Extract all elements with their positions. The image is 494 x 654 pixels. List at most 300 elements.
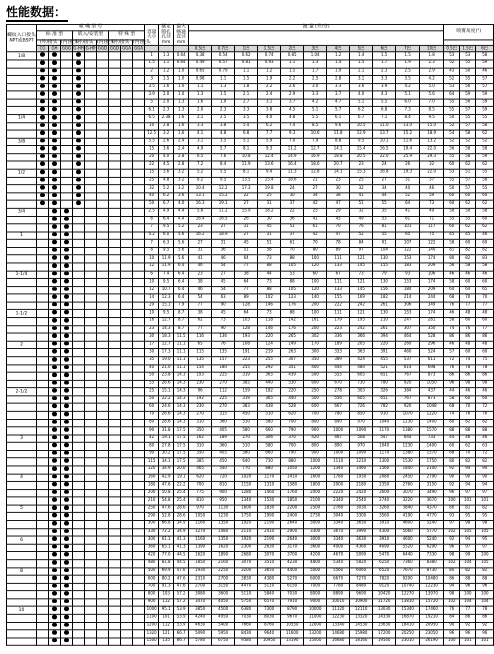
availability-cell bbox=[109, 357, 121, 365]
availability-cell bbox=[73, 247, 85, 255]
flow-cell: 4240 bbox=[189, 614, 212, 622]
port-size-cell bbox=[7, 403, 37, 411]
angle-cell: 59 bbox=[476, 107, 494, 115]
angle-cell: 55 bbox=[444, 154, 460, 162]
orifice-diameter-cell: 1.1 bbox=[159, 60, 174, 68]
flow-cell: 4230 bbox=[281, 560, 304, 568]
capacity-cell: 50 bbox=[145, 200, 159, 208]
flow-cell: 2500 bbox=[304, 505, 327, 513]
availability-cell bbox=[97, 521, 109, 529]
flow-cell: 1.1 bbox=[189, 83, 212, 91]
flow-cell: 1020 bbox=[235, 474, 258, 482]
angle-cell: 78 bbox=[476, 364, 494, 372]
available-dot-icon bbox=[52, 68, 57, 72]
flow-cell: 44 bbox=[258, 271, 281, 279]
flow-cell: 90 bbox=[212, 325, 235, 333]
flow-cell: 1.8 bbox=[235, 83, 258, 91]
flow-cell: 88 bbox=[281, 279, 304, 287]
angle-cell: 64 bbox=[460, 286, 476, 294]
availability-cell bbox=[97, 115, 109, 123]
angle-cell: 58 bbox=[476, 122, 494, 130]
availability-cell bbox=[85, 474, 97, 482]
flow-cell: 62 bbox=[189, 318, 212, 326]
availability-cell bbox=[109, 450, 121, 458]
flow-cell: 162 bbox=[189, 435, 212, 443]
flow-cell: 3000 bbox=[304, 536, 327, 544]
flow-cell: 1.4 bbox=[327, 60, 350, 68]
available-dot-icon bbox=[52, 498, 57, 502]
flow-cell: 8480 bbox=[350, 583, 373, 591]
flow-cell: 790 bbox=[281, 450, 304, 458]
availability-cell bbox=[97, 146, 109, 154]
availability-cell bbox=[61, 482, 73, 490]
availability-cell bbox=[121, 138, 133, 146]
port-size-cell bbox=[7, 443, 37, 451]
angle-cell: 96 bbox=[444, 544, 460, 552]
flow-cell: 270 bbox=[235, 435, 258, 443]
flow-cell: 3630 bbox=[350, 521, 373, 529]
flow-cell: 93 bbox=[396, 271, 420, 279]
availability-cell bbox=[133, 583, 145, 591]
max-passage-cell: 5.6 bbox=[174, 240, 189, 248]
angle-cell: 95 bbox=[476, 536, 494, 544]
availability-cell bbox=[133, 68, 145, 76]
availability-cell bbox=[109, 115, 121, 123]
availability-cell bbox=[37, 310, 49, 318]
port-size-cell bbox=[7, 255, 37, 263]
availability-cell bbox=[121, 364, 133, 372]
availability-cell bbox=[61, 83, 73, 91]
availability-cell bbox=[49, 122, 61, 130]
availability-cell bbox=[121, 380, 133, 388]
availability-cell bbox=[37, 247, 49, 255]
availability-cell bbox=[73, 614, 85, 622]
port-size-cell bbox=[7, 263, 37, 271]
availability-cell bbox=[61, 614, 73, 622]
availability-cell bbox=[109, 341, 121, 349]
flow-cell: 7330 bbox=[420, 552, 444, 560]
availability-cell bbox=[133, 427, 145, 435]
flow-cell: 34 bbox=[304, 193, 327, 201]
available-dot-icon bbox=[52, 388, 57, 392]
available-dot-icon bbox=[52, 326, 57, 330]
availability-cell bbox=[133, 528, 145, 536]
availability-cell bbox=[97, 52, 109, 60]
flow-cell: 1380 bbox=[396, 427, 420, 435]
angle-cell: 97 bbox=[444, 521, 460, 529]
flow-cell: 5470 bbox=[373, 552, 396, 560]
max-passage-cell: 25.4 bbox=[174, 497, 189, 505]
flow-cell: 1.9 bbox=[327, 68, 350, 76]
flow-cell: 363 bbox=[350, 349, 373, 357]
capacity-cell: 7 bbox=[145, 224, 159, 232]
available-dot-icon bbox=[40, 53, 45, 57]
availability-cell bbox=[109, 575, 121, 583]
flow-cell: 306 bbox=[396, 302, 420, 310]
availability-cell bbox=[97, 552, 109, 560]
availability-cell bbox=[109, 193, 121, 201]
available-dot-icon bbox=[76, 92, 81, 96]
angle-cell: 62 bbox=[460, 161, 476, 169]
flow-cell: 15.4 bbox=[258, 177, 281, 185]
availability-cell bbox=[85, 482, 97, 490]
flow-cell: 8.1 bbox=[235, 169, 258, 177]
flow-cell: 4.1 bbox=[189, 130, 212, 138]
angle-cell: 82 bbox=[460, 458, 476, 466]
availability-cell bbox=[61, 567, 73, 575]
angle-cell: 96 bbox=[476, 630, 494, 638]
flow-cell: 9640 bbox=[258, 630, 281, 638]
table-row bbox=[7, 247, 494, 255]
availability-cell bbox=[85, 60, 97, 68]
available-dot-icon bbox=[52, 334, 57, 338]
flow-cell: 11.2 bbox=[212, 208, 235, 216]
flow-cell: 65 bbox=[396, 232, 420, 240]
availability-cell bbox=[121, 607, 133, 615]
flow-cell: 440 bbox=[281, 396, 304, 404]
angle-cell: 68 bbox=[444, 450, 460, 458]
flow-cell: 3150 bbox=[420, 482, 444, 490]
availability-cell bbox=[49, 286, 61, 294]
availability-cell bbox=[121, 60, 133, 68]
flow-cell: 1760 bbox=[281, 489, 304, 497]
availability-cell bbox=[133, 99, 145, 107]
flow-cell: 105 bbox=[281, 263, 304, 271]
flow-cell: 124 bbox=[258, 341, 281, 349]
flow-cell: 3.8 bbox=[212, 122, 235, 130]
angle-cell: 78 bbox=[476, 607, 494, 615]
flow-cell: 7.3 bbox=[396, 107, 420, 115]
flow-cell: 116 bbox=[189, 333, 212, 341]
flow-cell: 10.4 bbox=[189, 185, 212, 193]
angle-cell: 60 bbox=[460, 396, 476, 404]
availability-cell bbox=[121, 450, 133, 458]
flow-cell: 540 bbox=[212, 466, 235, 474]
port-size-cell bbox=[7, 497, 37, 505]
availability-cell bbox=[109, 364, 121, 372]
flow-cell: 61 bbox=[304, 224, 327, 232]
angle-cell: 88 bbox=[444, 427, 460, 435]
available-dot-icon bbox=[64, 466, 69, 470]
availability-cell bbox=[49, 497, 61, 505]
flow-cell: 4300 bbox=[373, 528, 396, 536]
flow-cell: 225 bbox=[212, 372, 235, 380]
flow-cell: 61 bbox=[396, 216, 420, 224]
flow-cell: 890 bbox=[327, 419, 350, 427]
angle-cell: 96 bbox=[476, 583, 494, 591]
availability-cell bbox=[61, 528, 73, 536]
flow-cell: 10.1 bbox=[373, 138, 396, 146]
available-dot-icon bbox=[52, 99, 57, 103]
availability-cell bbox=[109, 122, 121, 130]
flow-cell: 5.0 bbox=[420, 83, 444, 91]
availability-cell bbox=[85, 372, 97, 380]
availability-cell bbox=[61, 411, 73, 419]
availability-cell bbox=[97, 60, 109, 68]
special-inner-header: (内)接头 bbox=[133, 40, 151, 45]
angle-cell: 72 bbox=[476, 450, 494, 458]
flow-cell: 73 bbox=[350, 271, 373, 279]
flow-cell: 193 bbox=[189, 372, 212, 380]
flow-cell: 19540 bbox=[373, 638, 396, 646]
port-size-cell bbox=[7, 427, 37, 435]
angle-cell: 62 bbox=[476, 130, 494, 138]
angle-cell: 50 bbox=[460, 68, 476, 76]
availability-cell bbox=[49, 396, 61, 404]
flow-cell: 47 bbox=[327, 232, 350, 240]
flow-cell: 1.2 bbox=[258, 68, 281, 76]
max-passage-cell: 41.3 bbox=[174, 536, 189, 544]
capacity-cell: 800 bbox=[145, 591, 159, 599]
availability-cell bbox=[37, 482, 49, 490]
port-size-cell bbox=[7, 286, 37, 294]
availability-cell bbox=[73, 583, 85, 591]
table-row bbox=[7, 177, 494, 185]
availability-cell bbox=[73, 372, 85, 380]
availability-cell bbox=[73, 302, 85, 310]
table-row bbox=[7, 60, 494, 68]
table-row bbox=[7, 403, 494, 411]
flow-cell: 350 bbox=[189, 427, 212, 435]
flow-cell: 2640 bbox=[281, 536, 304, 544]
flow-cell: 31 bbox=[235, 224, 258, 232]
availability-cell bbox=[121, 513, 133, 521]
flow-cell: 2410 bbox=[258, 528, 281, 536]
available-dot-icon bbox=[40, 107, 45, 111]
flow-cell: 103 bbox=[235, 318, 258, 326]
flow-cell: 880 bbox=[258, 466, 281, 474]
availability-cell bbox=[37, 583, 49, 591]
flow-cell: 55 bbox=[373, 232, 396, 240]
flow-cell: 640 bbox=[235, 458, 258, 466]
flow-cell: 0.98 bbox=[189, 76, 212, 84]
availability-cell bbox=[97, 403, 109, 411]
availability-cell bbox=[61, 333, 73, 341]
flow-cell: 383 bbox=[235, 403, 258, 411]
flow-cell: 7300 bbox=[258, 607, 281, 615]
availability-cell bbox=[97, 466, 109, 474]
orifice-diameter-cell: 65.1 bbox=[159, 544, 174, 552]
max-passage-cell: 47.6 bbox=[174, 567, 189, 575]
table-row bbox=[7, 427, 494, 435]
flow-cell: 3560 bbox=[373, 513, 396, 521]
capacity-cell: 180 bbox=[145, 482, 159, 490]
availability-cell bbox=[121, 185, 133, 193]
angle-cell: 94 bbox=[476, 482, 494, 490]
flow-cell: 219 bbox=[258, 349, 281, 357]
available-dot-icon bbox=[52, 474, 57, 478]
flow-cell: 3.1 bbox=[350, 76, 373, 84]
table-row bbox=[7, 474, 494, 482]
availability-cell bbox=[37, 107, 49, 115]
availability-cell bbox=[133, 489, 145, 497]
angle-cell: 92 bbox=[460, 622, 476, 630]
orifice-diameter-cell: 11.9 bbox=[159, 263, 174, 271]
availability-cell bbox=[61, 552, 73, 560]
max-passage-cell: 14.3 bbox=[174, 396, 189, 404]
availability-cell bbox=[133, 83, 145, 91]
availability-cell bbox=[109, 154, 121, 162]
flow-cell: 450 bbox=[212, 458, 235, 466]
flow-cell: 1570 bbox=[420, 450, 444, 458]
flow-cell: 176 bbox=[281, 325, 304, 333]
flow-cell: 438 bbox=[258, 403, 281, 411]
availability-cell bbox=[97, 216, 109, 224]
special-outer-header: (外)接头 bbox=[109, 40, 133, 46]
orifice-diameter-cell: 2.3 bbox=[159, 107, 174, 115]
special-type-header: 特 殊 型 bbox=[109, 30, 145, 39]
capacity-cell: 12 bbox=[145, 263, 159, 271]
flow-cell: 111 bbox=[327, 310, 350, 318]
table-row bbox=[7, 154, 494, 162]
flow-cell: 106 bbox=[420, 271, 444, 279]
availability-cell bbox=[109, 614, 121, 622]
nozzle-code-7: GGD bbox=[109, 46, 120, 51]
flow-cell: 1170 bbox=[373, 427, 396, 435]
flow-cell: 336 bbox=[327, 333, 350, 341]
availability-cell bbox=[73, 294, 85, 302]
flow-cell: 3.0 bbox=[304, 83, 327, 91]
flow-cell: 153 bbox=[396, 255, 420, 263]
flow-cell: 13.0 bbox=[396, 122, 420, 130]
flow-cell: 521 bbox=[373, 364, 396, 372]
flow-cell: 11.9 bbox=[235, 161, 258, 169]
port-size-cell bbox=[7, 60, 37, 68]
flow-cell: 3670 bbox=[327, 528, 350, 536]
flow-cell: 1530 bbox=[396, 458, 420, 466]
max-passage-cell: 1.0 bbox=[174, 91, 189, 99]
pressure-label-11: 10巴 bbox=[420, 46, 444, 52]
angle-cell: 95 bbox=[476, 513, 494, 521]
availability-cell bbox=[133, 185, 145, 193]
flow-cell: 121 bbox=[350, 310, 373, 318]
capacity-cell: 90 bbox=[145, 427, 159, 435]
availability-cell bbox=[37, 154, 49, 162]
availability-cell bbox=[49, 380, 61, 388]
availability-cell bbox=[85, 443, 97, 451]
max-passage-cell: 44.5 bbox=[174, 552, 189, 560]
max-passage-cell: 17.5 bbox=[174, 427, 189, 435]
availability-cell bbox=[121, 349, 133, 357]
availability-cell bbox=[133, 247, 145, 255]
availability-cell bbox=[121, 255, 133, 263]
available-dot-icon bbox=[64, 209, 69, 213]
capacity-cell: 14 bbox=[145, 294, 159, 302]
availability-cell bbox=[49, 255, 61, 263]
flow-cell: 437 bbox=[420, 388, 444, 396]
availability-cell bbox=[73, 208, 85, 216]
flow-cell: 360 bbox=[212, 443, 235, 451]
orifice-diameter-cell: 31.8 bbox=[159, 427, 174, 435]
flow-cell: 130 bbox=[373, 255, 396, 263]
availability-cell bbox=[73, 474, 85, 482]
flow-cell: 5.1 bbox=[304, 107, 327, 115]
availability-cell bbox=[133, 122, 145, 130]
flow-cell: 161 bbox=[304, 318, 327, 326]
angle-cell: 100 bbox=[476, 552, 494, 560]
flow-cell: 389 bbox=[327, 357, 350, 365]
flow-cell: 620 bbox=[189, 474, 212, 482]
flow-cell: 580 bbox=[258, 419, 281, 427]
capacity-cell: 42 bbox=[145, 435, 159, 443]
port-size-cell bbox=[7, 357, 37, 365]
flow-cell: 37 bbox=[281, 200, 304, 208]
table-row bbox=[7, 185, 494, 193]
angle-cell: 57 bbox=[476, 76, 494, 84]
table-row bbox=[7, 419, 494, 427]
angle-cell: 58 bbox=[460, 154, 476, 162]
availability-cell bbox=[133, 318, 145, 326]
flow-cell: 19.1 bbox=[212, 200, 235, 208]
flow-cell: 14680 bbox=[327, 630, 350, 638]
flow-cell: 230 bbox=[189, 403, 212, 411]
angle-cell: 92 bbox=[476, 622, 494, 630]
capacity-cell: 600 bbox=[145, 575, 159, 583]
availability-cell bbox=[121, 294, 133, 302]
availability-cell bbox=[49, 279, 61, 287]
availability-cell bbox=[109, 161, 121, 169]
flow-cell: 4.8 bbox=[212, 130, 235, 138]
flow-cell: 775 bbox=[189, 489, 212, 497]
angle-cell: 60 bbox=[444, 193, 460, 201]
flow-cell: 18160 bbox=[350, 638, 373, 646]
port-size-cell bbox=[7, 630, 37, 638]
availability-cell bbox=[97, 99, 109, 107]
flow-cell: 220 bbox=[258, 333, 281, 341]
port-size-cell bbox=[7, 466, 37, 474]
angle-cell: 44 bbox=[444, 435, 460, 443]
flow-cell: 265 bbox=[281, 333, 304, 341]
flow-cell: 192 bbox=[189, 396, 212, 404]
flow-cell: 5240 bbox=[420, 521, 444, 529]
flow-cell: 6.8 bbox=[373, 107, 396, 115]
flow-cell: 174 bbox=[420, 279, 444, 287]
port-size-cell: 2-1/2 bbox=[7, 388, 37, 396]
capacity-cell: 1000 bbox=[145, 607, 159, 615]
available-dot-icon bbox=[64, 513, 69, 517]
capacity-cell: 200 bbox=[145, 489, 159, 497]
angle-cell: 54 bbox=[444, 130, 460, 138]
flow-cell: 26190 bbox=[420, 638, 444, 646]
flow-cell: 13190 bbox=[281, 638, 304, 646]
angle-cell: 46 bbox=[444, 271, 460, 279]
available-dot-icon bbox=[52, 459, 57, 463]
flow-cell: 1130 bbox=[212, 505, 235, 513]
table-row bbox=[7, 310, 494, 318]
flow-cell: 5820 bbox=[350, 560, 373, 568]
flow-cell: 41 bbox=[304, 216, 327, 224]
availability-cell bbox=[73, 489, 85, 497]
flow-cell: 1000 bbox=[327, 427, 350, 435]
availability-cell bbox=[85, 536, 97, 544]
angle-cell: 70 bbox=[460, 450, 476, 458]
available-dot-icon bbox=[52, 420, 57, 424]
flow-cell: 16.4 bbox=[281, 161, 304, 169]
capacity-cell: 15 bbox=[145, 169, 159, 177]
angle-cell: 88 bbox=[476, 575, 494, 583]
flow-cell: 59 bbox=[420, 193, 444, 201]
port-size-cell: 3/4 bbox=[7, 208, 37, 216]
availability-cell bbox=[73, 638, 85, 646]
available-dot-icon bbox=[64, 420, 69, 424]
angle-cell: 98 bbox=[444, 591, 460, 599]
orifice-diameter-cell: 4.8 bbox=[159, 177, 174, 185]
available-dot-icon bbox=[52, 217, 57, 221]
availability-cell bbox=[61, 107, 73, 115]
flow-cell: 3080 bbox=[189, 591, 212, 599]
table-row bbox=[7, 482, 494, 490]
availability-cell bbox=[85, 466, 97, 474]
